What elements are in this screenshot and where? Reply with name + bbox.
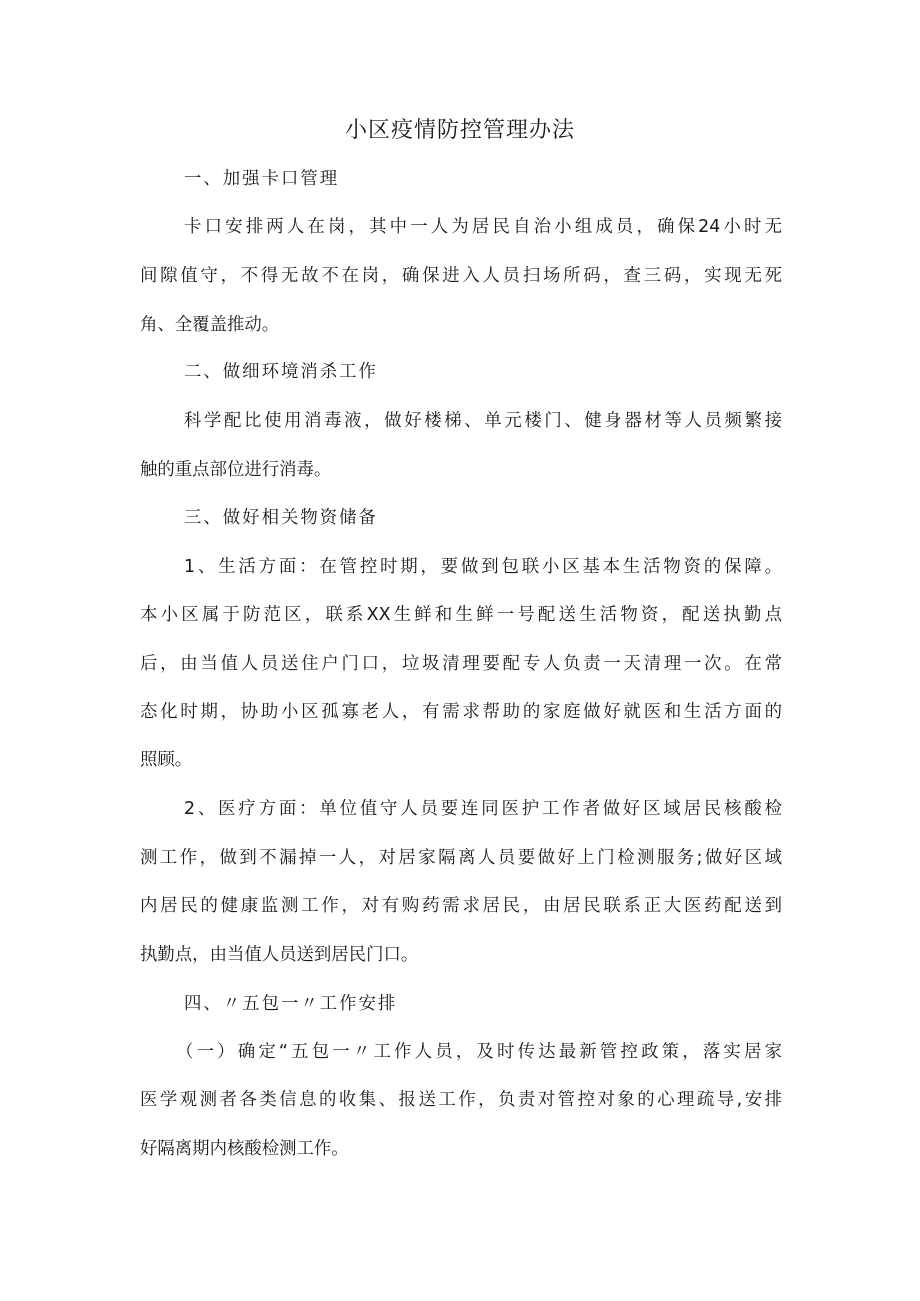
paragraph-line: 本小区属于防范区，联系XX生鲜和生鲜一号配送生活物资，配送执勤点 — [140, 605, 782, 625]
paragraph-line: 态化时期，协助小区孤寡老人，有需求帮助的家庭做好就医和生活方面的 — [140, 702, 782, 722]
paragraph-line: 内居民的健康监测工作，对有购药需求居民，由居民联系正大医药配送到 — [140, 896, 782, 916]
paragraph-line: 卡口安排两人在岗，其中一人为居民自治小组成员，确保24小时无 — [184, 217, 782, 237]
paragraph-line: 触的重点部位进行消毒。 — [140, 460, 332, 480]
paragraph-line: 1、生活方面：在管控时期，要做到包联小区基本生活物资的保障。 — [184, 557, 782, 577]
paragraph-line: 测工作，做到不漏掉一人，对居家隔离人员要做好上门检测服务;做好区域 — [140, 848, 782, 868]
paragraph-line: 2、医疗方面：单位值守人员要连同医护工作者做好区域居民核酸检 — [184, 799, 782, 819]
paragraph-line: 后，由当值人员送住户门口，垃圾清理要配专人负责一天清理一次。在常 — [140, 654, 782, 674]
paragraph-line: 好隔离期内核酸检测工作。 — [140, 1139, 349, 1159]
paragraph-line: 医学观测者各类信息的收集、报送工作，负责对管控对象的心理疏导,安排 — [140, 1090, 782, 1110]
section-heading-2: 二、做细环境消杀工作 — [184, 362, 378, 382]
section-heading-4: 四、〃五包一〃工作安排 — [184, 994, 398, 1014]
paragraph-line: 间隙值守，不得无故不在岗，确保进入人员扫场所码，查三码，实现无死 — [140, 266, 782, 286]
paragraph-line: （一）确定“五包一〃工作人员，及时传达最新管控政策，落实居家 — [176, 1042, 782, 1062]
paragraph-line: 科学配比使用消毒液，做好楼梯、单元楼门、健身器材等人员频繁接 — [184, 411, 782, 431]
paragraph-line: 照顾。 — [140, 750, 193, 770]
document-title: 小区疫情防控管理办法 — [344, 118, 575, 143]
paragraph-line: 执勤点，由当值人员送到居民门口。 — [140, 945, 419, 965]
section-heading-3: 三、做好相关物资储备 — [184, 508, 378, 528]
section-heading-1: 一、加强卡口管理 — [184, 169, 340, 189]
paragraph-line: 角、全覆盖推动。 — [140, 315, 280, 335]
